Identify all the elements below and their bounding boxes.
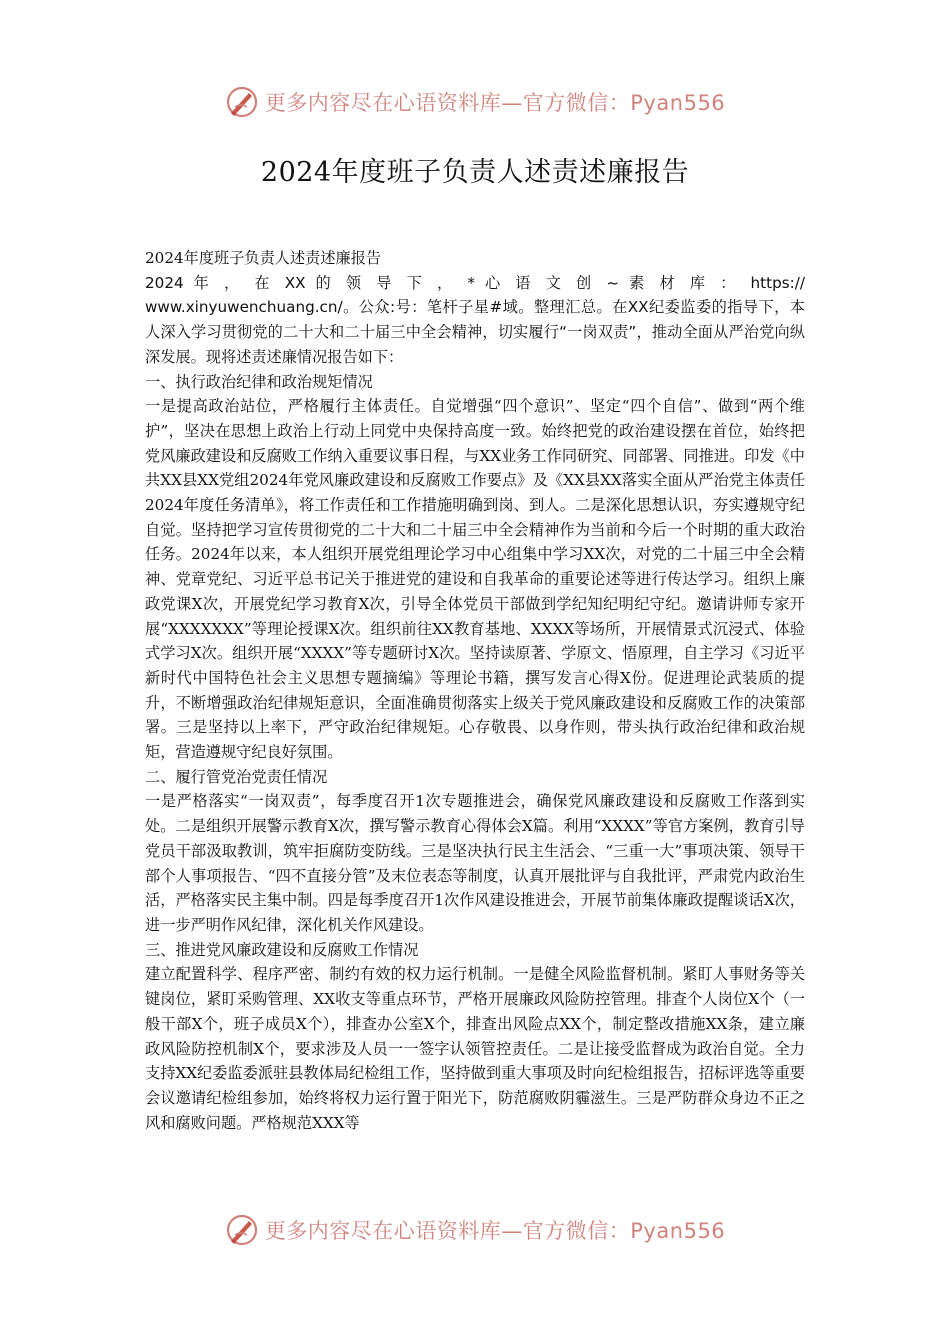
intro-line: 2024 年 ， 在 XX 的 领 导 下 ， * 心 语 文 创 ~ 素 材 库 ： https:// — [145, 273, 805, 292]
section-paragraph-2: 一是严格落实“一岗双责”，每季度召开1次专题推进会，确保党风廉政建设和反腐败工作落到实处。二是组织开展警示教育X次，撰写警示教育心得体会X篇。利用“XXXX”等官方案例，教育引导党员干部汲取教训，筑牢拒腐防变防线。三是坚决执行民主生活会、“三重一大”事项决策、领导干部个人事项报告、“四不直接分管”及末位表态等制度，认真开展批评与自我批评，严肃党内政治生活，严格落实民主集中制。四是每季度召开1次作风建设推进会，开展节前集体廉政提醒谈话X次，进一步严明作风纪律，深化机关作风建设。 — [145, 792, 805, 934]
section-heading-2: 二、履行管党治党责任情况 — [145, 767, 328, 786]
header-watermark-banner — [0, 82, 950, 122]
pen-circle-logo-icon — [225, 85, 259, 119]
intro-paragraph: www.xinyuwenchuang.cn/。公众:号：笔杆子星#域。整理汇总。在XX纪委监委的指导下，本人深入学习贯彻党的二十大和二十届三中全会精神，切实履行“一岗双责”，推动全面从严治党向纵深发展。现将述责述廉情况报告如下： — [145, 298, 805, 366]
body-subtitle: 2024年度班子负责人述责述廉报告 — [145, 249, 382, 267]
document-title: 2024年度班子负责人述责述廉报告 — [260, 157, 690, 188]
section-paragraph-3: 建立配置科学、程序严密、制约有效的权力运行机制。一是健全风险监督机制。紧盯人事财务等关键岗位，紧盯采购管理、XX收支等重点环节，严格开展廉政风险防控管理。排查个人岗位X个（一般干部X个，班子成员X个），排查办公室X个，排查出风险点XX个，制定整改措施XX条，建立廉政风险防控机制X个，要求涉及人员一一签字认领管控责任。二是让接受监督成为政治自觉。全力支持XX纪委监委派驻县教体局纪检组工作，坚持做到重大事项及时向纪检组报告，招标评选等重要会议邀请纪检组参加，始终将权力运行置于阳光下，防范腐败阴霾滋生。三是严防群众身边不正之风和腐败问题。严格规范XXX等 — [145, 965, 805, 1132]
document-body — [145, 246, 805, 1135]
banner-text: 更多内容尽在心语资料库—官方微信：Pyan556 — [264, 1219, 726, 1243]
section-heading-3: 三、推进党风廉政建设和反腐败工作情况 — [145, 940, 419, 959]
banner-text: 更多内容尽在心语资料库—官方微信：Pyan556 — [264, 91, 726, 115]
section-paragraph-1: 一是提高政治站位，严格履行主体责任。自觉增强“四个意识”、坚定“四个自信”、做到“两个维护”，坚决在思想上政治上行动上同党中央保持高度一致。始终把党的政治建设摆在首位，始终把党风廉政建设和反腐败工作纳入重要议事日程，与XX业务工作同研究、同部署、同推进。印发《中共XX县XX党组2024年党风廉政建设和反腐败工作要点》及《XX县XX落实全面从严治党主体责任2024年度任务清单》，将工作责任和工作措施明确到岗、到人。二是深化思想认识，夯实遵规守纪自觉。坚持把学习宣传贯彻党的二十大和二十届三中全会精神作为当前和今后一个时期的重大政治任务。2024年以来，本人组织开展党组理论学习中心组集中学习XX次，对党的二十届三中全会精神、党章党纪、习近平总书记关于推进党的建设和自我革命的重要论述等进行传达学习。组织上廉政党课X次，开展党纪学习教育X次，引导全体党员干部做到学纪知纪明纪守纪。邀请讲师专家开展“XXXXXXX”等理论授课X次。组织前往XX教育基地、XXXX等场所，开展情景式沉浸式、体验式学习X次。组织开展“XXXX”等专题研讨X次。坚持读原著、学原文、悟原理，自主学习《习近平新时代中国特色社会主义思想专题摘编》等理论书籍，撰写发言心得X份。促进理论武装质的提升，不断增强政治纪律规矩意识，全面准确贯彻落实上级关于党风廉政建设和反腐败工作的决策部署。三是坚持以上率下，严守政治纪律规矩。心存敬畏、以身作则，带头执行政治纪律和政治规矩，营造遵规守纪良好氛围。 — [145, 397, 805, 762]
section-heading-1: 一、执行政治纪律和政治规矩情况 — [145, 372, 373, 391]
footer-watermark-banner — [0, 1210, 950, 1250]
pen-circle-logo-icon — [225, 1213, 259, 1247]
